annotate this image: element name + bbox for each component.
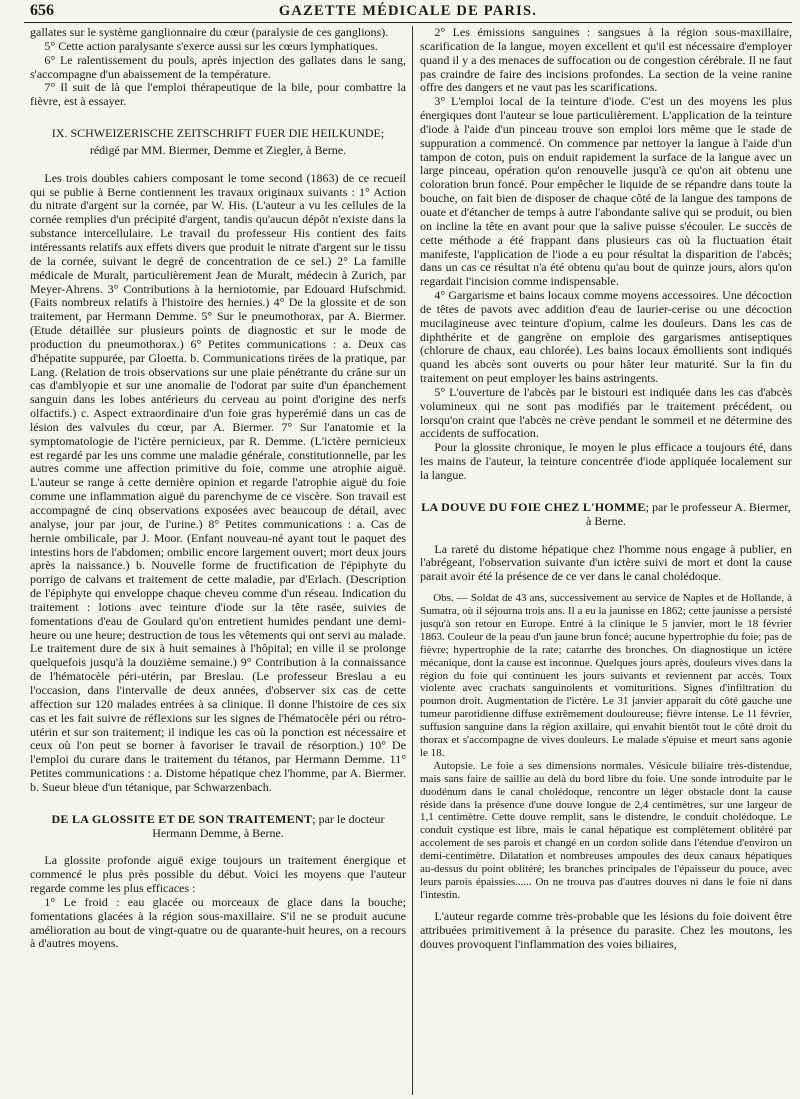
section-heading-2	[30, 813, 406, 841]
paragraph: La glossite profonde aiguë exige toujours un traitement énergique et commencé le plus près possible du début. Voici les moyens que l'auteur regarde comme les plus efficaces :	[30, 853, 406, 896]
paragraph: 4° Gargarisme et bains locaux comme moyens accessoires. Une décoction de têtes de pavots avec addition d'eau de laurier-cerise ou une décoction mucilagineuse avec teinture d'opium, calme les douleurs. Dans les cas de diphthérite et de gangrène on emploie des gargarismes antiseptiques (chlorure de chaux, eau chlorée). Les bains locaux émollients sont indiqués quand les abcès sont ouverts ou pour hâter leur maturité. Sur la fin du traitement on peut employer les bains astringents.	[420, 288, 792, 386]
section-title: IX. SCHWEIZERISCHE ZEITSCHRIFT FUER DIE HEILKUNDE;	[51, 126, 385, 141]
section-subtitle: rédigé par MM. Biermer, Demme et Ziegler, à Berne.	[89, 142, 347, 157]
page-number: 656	[30, 2, 54, 19]
section-title: DE LA GLOSSITE ET DE SON TRAITEMENT	[51, 811, 313, 826]
paragraph: 5° Cette action paralysante s'exerce aussi sur les cœurs lymphatiques.	[44, 38, 378, 53]
column-divider	[412, 26, 413, 1095]
paragraph: 2° Les émissions sanguines : sangsues à la région sous-maxillaire, scarification de la langue, moyen excellent et qu'il est nécessaire d'employer quand il y a des menaces de suffocation ou de congestion cérébrale. Il ne faut pas craindre de faire des incisions profondes. La section de la veine ranine offre des dangers et ne vaut pas les scarifications.	[420, 26, 792, 95]
paragraph: 3° L'emploi local de la teinture d'iode. C'est un des moyens les plus énergiques dont l'auteur se loue particulièrement. L'application de la teinture d'iode à l'aide d'un pinceau trouve son emploi lors même que le stade de suppuration a commencé. On commence par nettoyer la langue à l'aide d'un tampon de coton, puis on enduit rapidement la surface de la langue avec un large pinceau, opération qu'on renouvelle jusqu'à ce qu'on ait obtenu une coloration brun foncé. Pour empêcher le liquide de se répandre dans toute la bouche, on fait bien de disposer de chaque côté de la langue des tampons de ouate et d'étancher de temps à autre l'abondante salive qui se produit, ou bien on incline la tête en avant pour que la salive puisse s'écouler. Le succès de cette méthode a été frappant dans plusieurs cas où la fluctuation était manifeste, l'application de l'iode a eu pour résultat la disparition de l'abcès; dans un cas ce résultat n'a été obtenu qu'au bout de quinze jours, alors qu'on regardait l'incision comme indispensable.	[420, 94, 792, 289]
page-header	[24, 0, 792, 23]
observation-paragraph: Obs. — Soldat de 43 ans, successivement au service de Naples et de Hollande, à Sumatra, où il séjourna trois ans. Il a eu la jaunisse en 1862; cette jaunisse a persisté jusqu'à son retour en Europe. Entré à la clinique le 5 janvier, mort le 18 février 1863. Couleur de la peau d'un jaune brun foncé; aucune hypertrophie du foie; pas de fièvre; hypertrophie de la rate; catarrhe des bronches. On diagnostique un ictère mécanique, dont la cause est inconnue. Quelques jours après, douleurs vives dans la région du foie qui continuent les jours suivants et reviennent par accès. Toux violente avec crachats sanguinolents et vomituritions. Signes d'infiltration du poumon droit. Augmentation de l'ictère. Le 31 janvier apparait du côté gauche une tumeur parotidienne diffuse extrêmement douloureuse; fièvre intense. Le 11 février, suffusion sanguine dans la région axillaire, qui envahit bientôt tout le côté droit du thorax et s'accompagne de vives douleurs. Le malade s'épuise et meurt sans agonie le 18.	[420, 592, 792, 759]
paragraph: 7° Il suit de là que l'emploi thérapeutique de la bile, pour combattre la fièvre, est à essayer.	[30, 80, 406, 109]
paragraph: La rareté du distome hépatique chez l'homme nous engage à publier, en l'abrégeant, l'observation suivante d'un ictère suivi de mort et dont la cause parait avoir été la présence de ce ver dans le canal cholédoque.	[420, 541, 792, 584]
left-column	[30, 26, 406, 1095]
paragraph: Les trois doubles cahiers composant le tome second (1863) de ce recueil qui se publie à Berne contiennent les travaux originaux suivants : 1° Action du nitrate d'argent sur la cornée, par W. His. (L'auteur a vu les cellules de la cornée remplies d'un précipité d'argent, tandis qu'aucun dépôt n'existe dans la substance intercellulaire. Le travail du professeur His contient des faits intéressants relatifs aux effets divers que produit le nitrate d'argent sur le tissu de la cornée, suivant le degré de concentration de ce sel.) 2° La famille médicale de Muralt, particulièrement Jean de Muralt, médecin à Zurich, par Meyer-Ahrens. 3° Contributions à la herniotomie, par Edouard Hufschmid. (Faits nombreux relatifs à l'histoire des hernies.) 4° De la glossite et de son traitement, par Hermann Demme. 5° Sur le pneumothorax, par A. Biermer. (Etude détaillée sur plusieurs points de diagnostic et sur le mode de production du pneumothorax.) 6° Petites communications : a. Deux cas d'hépatite suppurée, par Gloetta. b. Communications tirées de la pratique, par Lang. (Relation de trois observations sur une plaie pénétrante du crâne sur un cas d'amblyopie et sur une anomalie de l'odorat par suite d'un épanchement sanguin dans les lobes antérieurs du cerveau au point d'origine des nerfs olfactifs.) c. Aspect extraordinaire d'un foie gras hyperémié dans un cas de lésion des valvules du cœur, par A. Biermer. 7° Sur l'anatomie et la symptomatologie de l'ictère pernicieux, par R. Demme. (L'ictère pernicieux est regardé par les uns comme une maladie générale, constitutionnelle, par les autres comme une affection primitive du foie, comme une atrophie aiguë. L'auteur se range à cette dernière opinion et regarde l'atrophie aiguë du foie comme une inflammation aiguë du parenchyme de ce viscère. Son travail est accompagné de cinq observations exposées avec beaucoup de détail, avec analyse, jour par jour, de l'urine.) 8° Petites communications : a. Cas de hernie ombilicale, par J. Moor. (Enfant nouveau-né ayant tout le paquet des intestins hors de l'abdomen; ombilic encore largement ouvert; mort deux jours après la naissance.) b. Nouvelle forme de fructification de l'épiphyte du porrigo de calvans et traitement de cette maladie, par d'Erlach. (Description de l'épiphyte qui enveloppe chaque cheveu comme d'un réseau. Indication du traitement : lotions avec teinture d'iode sur la tête rasée, suivies de fomentations d'eau de Goulard qu'on entretient humides pendant une demi-heure ou une heure; destruction de tous les vêtements qui ont servi au malade. Le traitement dure de six à huit semaines à l'hôpital; en ville il se prolonge quelquefois jusqu'à la douzième semaine.) 9° Contribution à la connaissance de l'hématocèle péri-utérin, par Breslau. (Le professeur Breslau a eu l'occasion, dans l'intervalle de deux années, d'observer six cas de cette affection sur 120 malades entrées à sa clinique. Il donne l'histoire de ces six cas et les fait suivre de réflexions sur les signes de l'hématocèle péri ou rétro-utérin et sur son traitement; il indique les cas où la ponction est nécessaire et ceux où l'on peut se borner à favoriser le travail de résorption.) 10° De l'emploi du curare dans le traitement du tétanos, par Hermann Demme. 11° Petites communications : a. Distome hépatique chez l'homme, par A. Biermer. b. Sueur bleue d'un tétanique, par Schwarzenbach.	[30, 170, 406, 794]
paragraph: Pour la glossite chronique, le moyen le plus efficace a toujours été, dans les mains de l'auteur, la teinture concentrée d'iode appliquée localement sur la langue.	[420, 440, 792, 482]
paragraph: 1° Le froid : eau glacée ou morceaux de glace dans la bouche; fomentations glacées à la région sous-maxillaire. S'il ne se produit aucune amélioration au bout de vingt-quatre ou de quarante-huit heures, on a recours à d'autres moyens.	[30, 894, 406, 951]
section-heading-1	[30, 127, 406, 141]
paragraph: 6° Le ralentissement du pouls, après injection des gallates dans le sang, s'accompagne d'un abaissement de la température.	[30, 52, 406, 81]
paragraph: L'auteur regarde comme très-probable que les lésions du foie doivent être attribuées primitivement à la présence du parasite. Chez les moutons, les douves provoquent l'inflammation des voies biliaires,	[420, 908, 792, 951]
paragraph: 5° L'ouverture de l'abcès par le bistouri est indiquée dans les cas d'abcès volumineux qui ne sont pas modifiés par le traitement précédent, ou lorsqu'on craint que l'abcès ne crève pendant le sommeil et ne détermine des accidents de suffocation.	[420, 384, 792, 441]
paragraph: gallates sur le système ganglionnaire du cœur (paralysie de ces ganglions).	[30, 26, 389, 39]
section-byline: ; par le professeur A. Biermer, à Berne.	[586, 499, 791, 528]
section-heading-3	[420, 501, 792, 529]
two-column-body	[24, 26, 792, 1095]
section-title: LA DOUVE DU FOIE CHEZ L'HOMME	[421, 499, 646, 514]
journal-title: GAZETTE MÉDICALE DE PARIS.	[278, 3, 538, 19]
section-byline: ; par le docteur Hermann Demme, à Berne.	[152, 811, 385, 840]
autopsy-paragraph: Autopsie. Le foie a ses dimensions normales. Vésicule biliaire très-distendue, mais sans faire de saillie au delà du bord libre du foie. Une sonde introduite par le duodénum dans le canal cholédoque, rencontre un léger obstacle dont la cause réside dans la présence d'une douve longue de 2,4 centimètres, sur une largeur de 1,1 centimètre. Cette douve remplit, sans le distendre, le conduit cholédoque. Le conduit cystique est libre, mais le canal hépatique est complètement oblitéré par accolement de ses parois et changé en un cordon solide dans l'étendue d'environ un demi-centimètre. Dilatation et nombreuses ampoules des deux canaux hépatiques au-dessus du point oblitéré; les branches principales de l'épaisseur du pouce, avec leurs parois épaissies...... On ne trouva pas d'autres douves ni dans le foie ni dans l'intestin.	[420, 759, 792, 901]
right-column	[420, 26, 792, 1095]
